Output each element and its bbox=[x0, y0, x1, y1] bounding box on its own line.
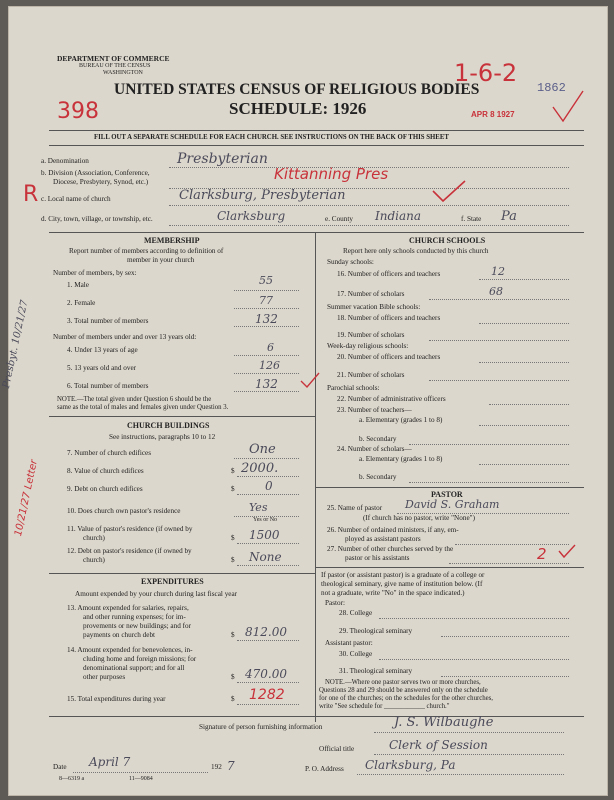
by-sex-label: Number of members, by sex: bbox=[53, 269, 137, 277]
total-members-value: 132 bbox=[255, 312, 278, 326]
female-line bbox=[234, 308, 299, 309]
residence-debt-label: 12. Debt on pastor's residence (if owned by bbox=[67, 547, 192, 555]
residence-debt-line bbox=[237, 565, 299, 566]
female-value: 77 bbox=[259, 294, 273, 307]
pastor-note2: Questions 28 and 29 should be answered only on the schedule bbox=[319, 687, 488, 694]
yes-no-hint: Yes or No bbox=[253, 517, 278, 523]
division-value: Kittanning Pres bbox=[274, 165, 389, 183]
expenditures-heading: EXPENDITURES bbox=[141, 577, 204, 586]
membership-note1: NOTE.—The total given under Question 6 should be the bbox=[57, 396, 212, 403]
q27-line bbox=[449, 563, 569, 564]
q23b-label: b. Secondary bbox=[359, 435, 397, 443]
male-line bbox=[234, 290, 299, 291]
edifices-line bbox=[234, 458, 299, 459]
section-rule bbox=[49, 232, 584, 233]
buildings-sub: See instructions, paragraphs 10 to 12 bbox=[109, 433, 216, 441]
graduate-line2: theological seminary, give name of institution below. (If bbox=[321, 580, 483, 588]
q13-line bbox=[237, 640, 299, 641]
total6-value: 132 bbox=[255, 377, 278, 391]
q19-line bbox=[429, 340, 569, 341]
footer-rule bbox=[49, 716, 584, 717]
q13-line2: and other running expenses; for im- bbox=[83, 613, 186, 621]
owns-residence-label: 10. Does church own pastor's residence bbox=[67, 507, 181, 515]
denomination-value: Presbyterian bbox=[177, 151, 268, 167]
city-value: Clarksburg bbox=[217, 209, 286, 223]
pastor-note4: write "See schedule for ____________ church." bbox=[319, 703, 450, 710]
q20-line bbox=[479, 362, 569, 363]
q19-label: 19. Number of scholars bbox=[337, 331, 405, 339]
form-number: 8—6319 a bbox=[59, 776, 85, 782]
expenditures-rule bbox=[49, 573, 315, 574]
q17-value: 68 bbox=[489, 285, 503, 298]
q20-label: 20. Number of officers and teachers bbox=[337, 353, 441, 361]
red-tick-2-icon bbox=[557, 543, 577, 559]
red-code: 1-6-2 bbox=[454, 59, 518, 87]
schedule-title: SCHEDULE: 1926 bbox=[229, 99, 367, 118]
over13-label: 5. 13 years old and over bbox=[67, 364, 137, 372]
over13-value: 126 bbox=[259, 359, 280, 372]
q31-label: 31. Theological seminary bbox=[339, 667, 413, 675]
year-digit: 7 bbox=[227, 759, 235, 773]
q23a-line bbox=[479, 425, 569, 426]
city-label: WASHINGTON bbox=[103, 70, 143, 76]
residence-value-label-2: church) bbox=[83, 534, 105, 542]
red-check-icon bbox=[429, 177, 469, 207]
local-name-value: Clarksburg, Presbyterian bbox=[179, 188, 346, 203]
column-divider bbox=[315, 232, 316, 722]
buildings-rule bbox=[49, 416, 315, 417]
q29-label: 29. Theological seminary bbox=[339, 627, 413, 635]
membership-sub2: member in your church bbox=[127, 256, 195, 264]
official-title-label: Official title bbox=[319, 745, 355, 753]
total6-line bbox=[234, 391, 299, 392]
margin-red-r: R bbox=[23, 182, 39, 207]
schools-heading: CHURCH SCHOOLS bbox=[409, 236, 486, 245]
total6-label: 6. Total number of members bbox=[67, 382, 149, 390]
q23b-line bbox=[409, 444, 569, 445]
graduate-line3: not a graduate, write "No" in the space indicated.) bbox=[321, 589, 465, 597]
parochial-label: Parochial schools: bbox=[327, 384, 380, 392]
po-address-line bbox=[357, 774, 564, 775]
year-label: 192 bbox=[211, 763, 222, 771]
stamp-number: 1862 bbox=[537, 81, 566, 95]
q31-line bbox=[441, 676, 569, 677]
edifice-debt-value: 0 bbox=[265, 479, 273, 493]
q27-line1: 27. Number of other churches served by the bbox=[327, 545, 454, 553]
dollar-11: $ bbox=[231, 534, 235, 542]
q24-label: 24. Number of scholars— bbox=[337, 445, 412, 453]
date-value: April 7 bbox=[89, 755, 131, 769]
q13-line4: payments on church debt bbox=[83, 631, 156, 639]
q14-line1: 14. Amount expended for benevolences, in- bbox=[67, 646, 193, 654]
total-members-label: 3. Total number of members bbox=[67, 317, 149, 325]
signature-line bbox=[374, 732, 564, 733]
q26-line2: ployed as assistant pastors bbox=[345, 535, 421, 543]
edifices-label: 7. Number of church edifices bbox=[67, 449, 152, 457]
membership-note2: same as the total of males and females given under Question 3. bbox=[57, 404, 229, 411]
division-label: b. Division (Association, Conference, bbox=[41, 169, 150, 177]
local-name-line bbox=[169, 205, 569, 206]
county-value: Indiana bbox=[375, 209, 422, 223]
q24b-line bbox=[409, 482, 569, 483]
instruction-line: FILL OUT A SEPARATE SCHEDULE FOR EACH CHURCH. SEE INSTRUCTIONS ON THE BACK OF THIS SHEET bbox=[94, 134, 449, 141]
graduate-line1: If pastor (or assistant pastor) is a graduate of a college or bbox=[321, 571, 485, 579]
pastor-note3: for one of the churches; on the schedules for the other churches, bbox=[319, 695, 494, 702]
q27-line2: pastor or his assistants bbox=[345, 554, 410, 562]
official-title-line bbox=[374, 754, 564, 755]
q28-label: 28. College bbox=[339, 609, 373, 617]
asst-pastor-label: Assistant pastor: bbox=[325, 639, 373, 647]
q18-label: 18. Number of officers and teachers bbox=[337, 314, 441, 322]
q16-label: 16. Number of officers and teachers bbox=[337, 270, 441, 278]
buildings-heading: CHURCH BUILDINGS bbox=[127, 421, 210, 430]
pastor-heading: PASTOR bbox=[431, 490, 463, 499]
dollar-12: $ bbox=[231, 556, 235, 564]
q14-line3: denominational support; and for all bbox=[83, 664, 185, 672]
edifice-value-label: 8. Value of church edifices bbox=[67, 467, 144, 475]
sunday-label: Sunday schools: bbox=[327, 258, 374, 266]
city-line bbox=[169, 225, 569, 226]
q30-line bbox=[379, 659, 569, 660]
state-label: f. State bbox=[461, 215, 482, 223]
schools-sub: Report here only schools conducted by this church bbox=[343, 247, 489, 255]
q22-line bbox=[489, 404, 569, 405]
date-line bbox=[73, 772, 208, 773]
q18-line bbox=[479, 323, 569, 324]
header-rule bbox=[49, 130, 584, 131]
po-address-label: P. O. Address bbox=[305, 765, 344, 773]
under13-label: 4. Under 13 years of age bbox=[67, 346, 138, 354]
margin-note-1: Presbyt. 10/21/27 bbox=[1, 299, 31, 390]
membership-heading: MEMBERSHIP bbox=[144, 236, 200, 245]
q30-label: 30. College bbox=[339, 650, 373, 658]
male-label: 1. Male bbox=[67, 281, 89, 289]
pastor-sub-label: Pastor: bbox=[325, 599, 345, 607]
total-members-line bbox=[234, 326, 299, 327]
official-title-value: Clerk of Session bbox=[389, 738, 488, 752]
age-heading: Number of members under and over 13 years old: bbox=[53, 333, 197, 341]
q24a-label: a. Elementary (grades 1 to 8) bbox=[359, 455, 443, 463]
form-title: UNITED STATES CENSUS OF RELIGIOUS BODIES bbox=[114, 81, 480, 98]
q13-line3: provements or new buildings; and for bbox=[83, 622, 191, 630]
q13-line1: 13. Amount expended for salaries, repairs, bbox=[67, 604, 189, 612]
dollar-13: $ bbox=[231, 631, 235, 639]
graduate-rule bbox=[315, 567, 584, 568]
residence-debt-value: None bbox=[249, 550, 282, 564]
q15-value: 1282 bbox=[249, 687, 285, 703]
q14-line2: cluding home and foreign missions; for bbox=[83, 655, 197, 663]
q28-line bbox=[379, 618, 569, 619]
q25-note: (If church has no pastor, write "None") bbox=[363, 514, 475, 522]
dollar-15: $ bbox=[231, 695, 235, 703]
owns-residence-value: Yes bbox=[249, 501, 268, 514]
edifice-value-value: 2000. bbox=[241, 461, 279, 476]
pastor-rule bbox=[315, 487, 584, 488]
female-label: 2. Female bbox=[67, 299, 96, 307]
q24b-label: b. Secondary bbox=[359, 473, 397, 481]
red-number: 398 bbox=[57, 99, 99, 124]
q25-label: 25. Name of pastor bbox=[327, 504, 383, 512]
red-check-mark-icon bbox=[549, 87, 589, 127]
department-label: DEPARTMENT OF COMMERCE bbox=[57, 54, 170, 63]
margin-note-2: 10/21/27 Letter bbox=[13, 458, 40, 538]
q24a-line bbox=[479, 464, 569, 465]
q17-line bbox=[429, 299, 569, 300]
stamp-date: APR 8 1927 bbox=[471, 110, 515, 119]
under13-line bbox=[234, 355, 299, 356]
dollar-9: $ bbox=[231, 485, 235, 493]
q26-line bbox=[455, 544, 569, 545]
q27-value: 2 bbox=[537, 545, 547, 563]
q14-line4: other purposes bbox=[83, 673, 126, 681]
dollar-14: $ bbox=[231, 673, 235, 681]
signature-value: J. S. Wilbaughe bbox=[394, 715, 494, 730]
q23a-label: a. Elementary (grades 1 to 8) bbox=[359, 416, 443, 424]
q14-value: 470.00 bbox=[245, 667, 287, 681]
q23-label: 23. Number of teachers— bbox=[337, 406, 412, 414]
edifice-debt-label: 9. Debt on church edifices bbox=[67, 485, 143, 493]
state-value: Pa bbox=[501, 209, 517, 224]
city-field-label: d. City, town, village, or township, etc. bbox=[41, 215, 153, 223]
membership-sub1: Report number of members according to definition of bbox=[69, 247, 224, 255]
q15-label: 15. Total expenditures during year bbox=[67, 695, 166, 703]
denomination-label: a. Denomination bbox=[41, 157, 89, 165]
residence-value-label: 11. Value of pastor's residence (if owned by bbox=[67, 525, 193, 533]
residence-debt-label-2: church) bbox=[83, 556, 105, 564]
edifice-value-line bbox=[237, 476, 299, 477]
pastor-note1: NOTE.—Where one pastor serves two or more churches, bbox=[325, 679, 481, 686]
census-schedule-sheet bbox=[1, 6, 608, 796]
weekday-label: Week-day religious schools: bbox=[327, 342, 409, 350]
q29-line bbox=[441, 636, 569, 637]
residence-value-line bbox=[237, 543, 299, 544]
county-label: e. County bbox=[325, 215, 353, 223]
q16-line bbox=[479, 279, 569, 280]
po-address-value: Clarksburg, Pa bbox=[365, 758, 456, 772]
signature-label: Signature of person furnishing information bbox=[199, 723, 323, 731]
division-label-2: Diocese, Presbytery, Synod, etc.) bbox=[53, 178, 149, 186]
red-tick-icon bbox=[299, 371, 321, 389]
male-value: 55 bbox=[259, 274, 273, 287]
q26-line1: 26. Number of ordained ministers, if any, em- bbox=[327, 526, 459, 534]
dollar-8: $ bbox=[231, 467, 235, 475]
q21-line bbox=[429, 380, 569, 381]
q14-line bbox=[237, 682, 299, 683]
q21-label: 21. Number of scholars bbox=[337, 371, 405, 379]
date-label: Date bbox=[53, 763, 67, 771]
q17-label: 17. Number of scholars bbox=[337, 290, 405, 298]
q25-value: David S. Graham bbox=[405, 498, 500, 511]
under13-value: 6 bbox=[267, 341, 274, 354]
header-rule-2 bbox=[49, 145, 584, 146]
residence-value-value: 1500 bbox=[249, 528, 280, 542]
q16-value: 12 bbox=[491, 265, 505, 278]
over13-line bbox=[234, 373, 299, 374]
expenditures-sub: Amount expended by your church during last fiscal year bbox=[75, 590, 238, 598]
edifice-debt-line bbox=[237, 494, 299, 495]
q15-line bbox=[237, 704, 299, 705]
form-number-2: 11—9084 bbox=[129, 776, 153, 782]
summer-label: Summer vacation Bible schools: bbox=[327, 303, 421, 311]
q13-value: 812.00 bbox=[245, 625, 287, 639]
q22-label: 22. Number of administrative officers bbox=[337, 395, 446, 403]
edifices-value: One bbox=[249, 442, 276, 457]
local-name-label: c. Local name of church bbox=[41, 195, 111, 203]
bureau-label: BUREAU OF THE CENSUS bbox=[79, 63, 151, 69]
